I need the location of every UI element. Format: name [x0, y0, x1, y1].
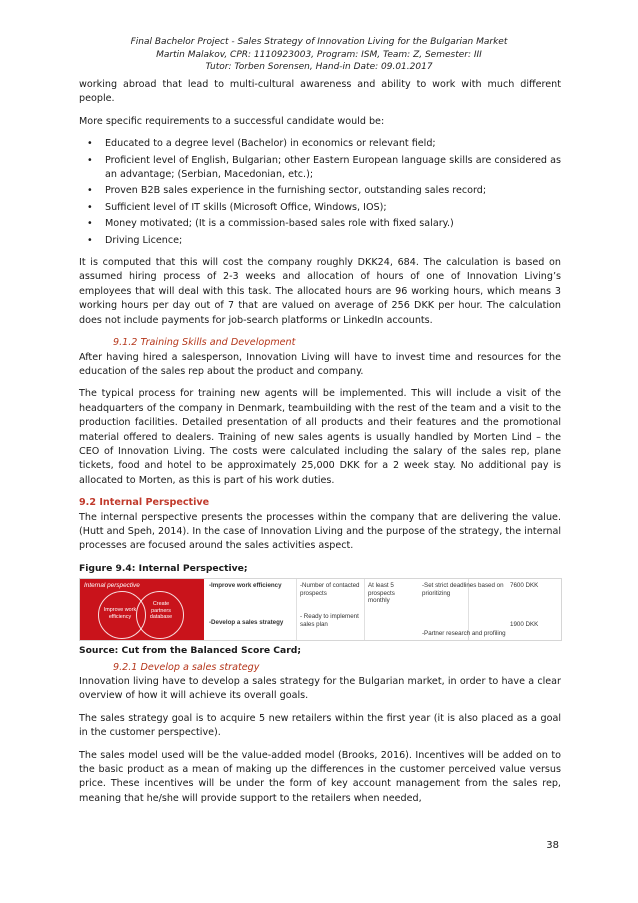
section-heading: 9.2 Internal Perspective — [79, 497, 210, 509]
paragraph: The typical process for training new agents will be implemented. This will include a visit of the headquarters of the company in Denmark, teambuilding with the rest of the team and a visit to the production facilities. Detailed presentation of all products and their features and the promotional material offered to dealers. Training of new sales agents is usually handled by Morten Lind – the CEO of Innovation Living. The costs were calculated including the salary of the sales rep, plane tickets, food and hotel to be approximately 25,000 DKK for a 2 week stay. No additional pay is allocated to Morten, as this is part of his work duties. — [79, 388, 561, 486]
bullet-icon: • — [87, 154, 93, 166]
list-item: • Proficient level of English, Bulgarian; other Eastern European language skills are considered as an advantage; (Serbian, Macedonian, etc.); — [87, 154, 561, 181]
divider — [296, 579, 297, 640]
list-item: • Money motivated; (It is a commission-based sales role with fixed salary.) — [79, 217, 561, 231]
subsection-heading: 9.1.2 Training Skills and Development — [113, 337, 296, 349]
divider — [364, 579, 365, 640]
paragraph: The sales model used will be the value-added model (Brooks, 2016). Incentives will be added on to the basic product as a mean of making up the differences in the customer perceived value versus price. These incentives will be under the form of key account management from the sales rep, meaning that he/she will provide support to the retailers when needed, — [79, 749, 561, 804]
paragraph: The sales strategy goal is to acquire 5 new retailers within the first year (it is also placed as a goal in the customer perspective). — [79, 712, 561, 739]
paragraph: The internal perspective presents the processes within the company that are delivering the value. (Hutt and Speh, 2014). In the case of Innovation Living and the purpose of the strategy, the internal processes are focused around the sales activities aspect. — [79, 511, 561, 552]
page-number: 38 — [546, 840, 559, 851]
requirements-list — [79, 137, 561, 248]
measure-cell: -Number of contacted prospects — [300, 582, 360, 597]
figure-red-panel — [80, 579, 204, 640]
subsection-heading: 9.2.1 Develop a sales strategy — [113, 661, 260, 673]
initiative-cell: -Partner research and profiling — [422, 630, 506, 638]
header-line-2: Martin Malakov, CPR: 1110923003, Program: ISM, Team: Z, Semester: III — [156, 49, 482, 60]
initiative-cell: -Set strict deadlines based on prioritizing — [422, 582, 504, 597]
objective-cell: -Improve work efficiency — [209, 582, 282, 590]
circle-label: Create partners database — [149, 601, 173, 621]
paragraph: After having hired a salesperson, Innovation Living will have to invest time and resources for the education of the sales rep about the product and company. — [79, 351, 561, 377]
cost-cell: 7600 DKK — [510, 582, 539, 590]
measure-cell: - Ready to implement sales plan — [300, 613, 359, 628]
header-line-3: Tutor: Torben Sorensen, Hand-in Date: 09.01.2017 — [205, 62, 433, 72]
panel-title: Internal perspective — [84, 582, 140, 590]
bullet-icon: • — [87, 185, 93, 197]
bullet-icon: • — [87, 138, 93, 150]
bullet-icon: • — [87, 234, 93, 246]
internal-perspective-figure — [79, 578, 562, 641]
bullet-icon: • — [87, 218, 93, 230]
figure-caption: Figure 9.4: Internal Perspective; — [79, 562, 248, 574]
paragraph: Innovation living have to develop a sales strategy for the Bulgarian market, in order to have a clear overview of how it will achieve its overall goals. — [79, 676, 561, 702]
list-item: • Educated to a degree level (Bachelor) in economics or relevant field; — [79, 137, 561, 151]
cost-cell: 1900 DKK — [510, 621, 539, 629]
page-body — [79, 78, 561, 806]
paragraph: working abroad that lead to multi-cultural awareness and ability to work with much different people. — [79, 79, 561, 105]
list-item: • Driving Licence; — [79, 234, 561, 248]
objective-cell: -Develop a sales strategy — [209, 619, 284, 627]
paragraph: It is computed that this will cost the company roughly DKK24, 684. The calculation is based on assumed hiring process of 2-3 weeks and allocation of hours of one of Innovation Living’s employees that will deal with this task. The allocated hours are 96 working hours, which means 3 working hours per day out of 7 that are valued on average of 256 DKK per hour. The calculation does not include payments for job-search platforms or LinkedIn accounts. — [79, 257, 561, 326]
paragraph: More specific requirements to a successful candidate would be: — [79, 115, 385, 127]
list-item: • Sufficient level of IT skills (Microsoft Office, Windows, IOS); — [79, 201, 561, 215]
bullet-icon: • — [87, 201, 93, 213]
list-item: • Proven B2B sales experience in the furnishing sector, outstanding sales record; — [79, 184, 561, 198]
circle-label: Improve work efficiency — [103, 607, 137, 620]
header-line-1: Final Bachelor Project - Sales Strategy of Innovation Living for the Bulgarian Market — [130, 37, 508, 47]
target-cell: At least 5 prospects monthly — [368, 582, 395, 605]
page-header — [0, 36, 638, 74]
figure-source: Source: Cut from the Balanced Score Card; — [79, 645, 302, 657]
